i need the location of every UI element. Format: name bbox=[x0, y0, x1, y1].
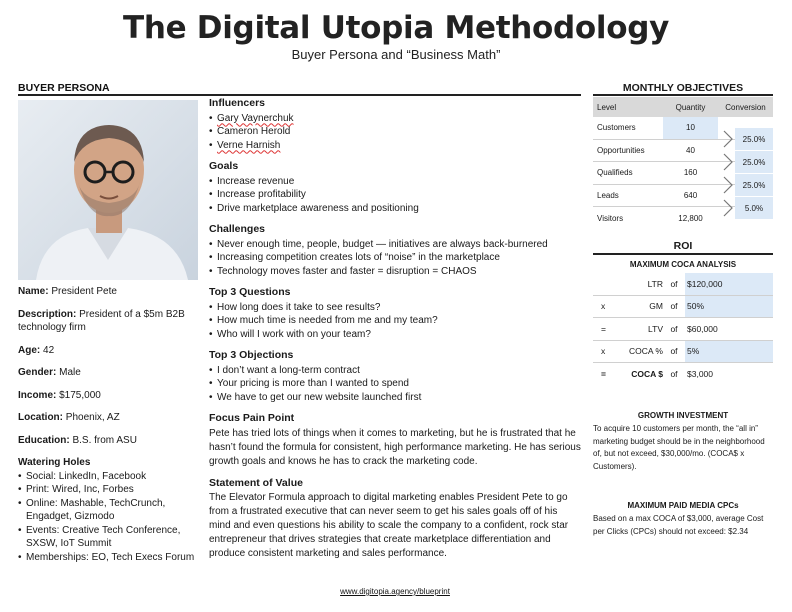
list-item: • We have to get our new website launched first bbox=[209, 391, 581, 405]
section-divider bbox=[18, 94, 581, 96]
list-item: • Social: LinkedIn, Facebook bbox=[18, 470, 203, 484]
list-item: • Who will I work with on your team? bbox=[209, 328, 581, 342]
fact-location: Location: Phoenix, AZ bbox=[18, 412, 120, 423]
list-item: • Events: Creative Tech Conference, SXSW, IoT Summit bbox=[18, 524, 203, 551]
table-header: Level Quantity Conversion bbox=[593, 97, 773, 117]
fact-age: Age: 42 bbox=[18, 344, 55, 356]
table-row: x GM of 50% bbox=[593, 296, 773, 319]
table-row: LTR of $120,000 bbox=[593, 273, 773, 296]
goals-heading: Goals bbox=[209, 160, 239, 172]
list-item: • Cameron Herold bbox=[209, 125, 581, 139]
list-item: • Increase revenue bbox=[209, 175, 581, 189]
list-item: • Online: Mashable, TechCrunch, Engadget, Gizmodo bbox=[18, 497, 203, 524]
objections-heading: Top 3 Objections bbox=[209, 349, 294, 361]
list-item: • How long does it take to see results? bbox=[209, 301, 581, 315]
list-item: • Memberships: EO, Tech Execs Forum bbox=[18, 551, 203, 565]
conversion-value: 25.0% bbox=[735, 174, 773, 196]
list-item: • Increasing competition creates lots of “noise” in the marketplace bbox=[209, 251, 581, 265]
influencers-heading: Influencers bbox=[209, 97, 266, 109]
chevron-right-icon bbox=[723, 174, 733, 196]
list-item: • Your pricing is more than I wanted to spend bbox=[209, 377, 581, 391]
chevron-right-icon bbox=[723, 197, 733, 219]
buyer-persona-heading: BUYER PERSONA bbox=[18, 82, 110, 94]
paid-media-heading: MAXIMUM PAID MEDIA CPCs bbox=[627, 501, 739, 510]
table-row: = LTV of $60,000 bbox=[593, 318, 773, 341]
list-item: • I don’t want a long-term contract bbox=[209, 364, 581, 378]
roi-heading: ROI bbox=[673, 240, 693, 252]
page-title: The Digital Utopia Methodology bbox=[122, 10, 670, 46]
roi-divider bbox=[593, 253, 773, 255]
persona-facts bbox=[18, 285, 203, 573]
value-statement-text: The Elevator Formula approach to digital marketing enables President Pete to go from a frustrated executive that can never seem to get his sales goals off of his mind and even questions his ability to scale the company to a confident, rock star entrepreneur that drives strategies that create marketplace differentiation and produce consistent marketing and sales performance. bbox=[209, 492, 569, 559]
fact-name: Name: President Pete bbox=[18, 286, 117, 297]
table-row: Visitors 12,800 bbox=[597, 213, 703, 223]
value-statement-heading: Statement of Value bbox=[209, 476, 303, 489]
chevron-right-icon bbox=[723, 128, 733, 150]
conversion-value: 25.0% bbox=[735, 128, 773, 150]
conversion-value: 25.0% bbox=[735, 151, 773, 173]
questions-heading: Top 3 Questions bbox=[209, 286, 291, 298]
list-item: • Technology moves faster and faster = disruption = CHAOS bbox=[209, 265, 581, 279]
fact-description: Description: President of a $5m B2B technology firm bbox=[18, 308, 185, 333]
table-row: = COCA $ of $3,000 bbox=[601, 369, 713, 380]
table-row: Leads 640 bbox=[593, 185, 773, 208]
page-subtitle: Buyer Persona and “Business Math” bbox=[291, 47, 501, 62]
list-item: • Never enough time, people, budget — initiatives are always back-burnered bbox=[209, 238, 581, 252]
list-item: • Verne Harnish bbox=[209, 139, 581, 153]
table-row: Customers 10 bbox=[593, 117, 773, 140]
list-item: • Gary Vaynerchuk bbox=[209, 112, 581, 126]
pain-point-text: Pete has tried lots of things when it comes to marketing, but he is frustrated that he hasn’t found the formula for consistent, high performance marketing. He has serious growth goals and knows he has to crack the marketing code. bbox=[209, 427, 581, 467]
fact-income: Income: $175,000 bbox=[18, 389, 101, 401]
persona-photo bbox=[18, 100, 198, 280]
pain-point-heading: Focus Pain Point bbox=[209, 412, 295, 424]
table-row: x COCA % of 5% bbox=[593, 341, 773, 364]
chevron-right-icon bbox=[723, 151, 733, 173]
objectives-divider bbox=[593, 94, 773, 96]
list-item: • Print: Wired, Inc, Forbes bbox=[18, 483, 203, 497]
watering-holes: Watering Holes • Social: LinkedIn, Facebook • Print: Wired, Inc, Forbes • Online: Mashable, TechCrunch, Engadget, Gizmodo • Events: Creative Tech Conference, SXSW, IoT Summit • Memberships: EO, Tech Execs Forum bbox=[18, 456, 203, 564]
list-item: • Drive marketplace awareness and positioning bbox=[209, 202, 581, 216]
monthly-objectives-heading: MONTHLY OBJECTIVES bbox=[622, 82, 744, 94]
conversion-value: 5.0% bbox=[735, 197, 773, 219]
list-item: • Increase profitability bbox=[209, 188, 581, 202]
table-row: Qualifieds 160 bbox=[593, 162, 773, 185]
growth-investment-text: To acquire 10 customers per month, the “all in” marketing budget should be in the neighborhood of, but not exceed, $30,000/mo. (COCA$ x Customers). bbox=[593, 424, 765, 471]
persona-details bbox=[209, 97, 581, 561]
coca-table bbox=[593, 273, 773, 386]
paid-media-text: Based on a max COCA of $3,000, average Cost per Clicks (CPCs) should not exceed: $2.34 bbox=[593, 514, 764, 536]
fact-education: Education: B.S. from ASU bbox=[18, 434, 137, 446]
footer-link[interactable]: www.digitopia.agency/blueprint bbox=[340, 587, 450, 596]
table-row: Opportunities 40 bbox=[593, 140, 773, 163]
growth-investment-heading: GROWTH INVESTMENT bbox=[637, 411, 729, 420]
coca-analysis-heading: MAXIMUM COCA ANALYSIS bbox=[629, 260, 737, 269]
challenges-heading: Challenges bbox=[209, 223, 266, 235]
fact-gender: Gender: Male bbox=[18, 367, 81, 378]
list-item: • How much time is needed from me and my team? bbox=[209, 314, 581, 328]
